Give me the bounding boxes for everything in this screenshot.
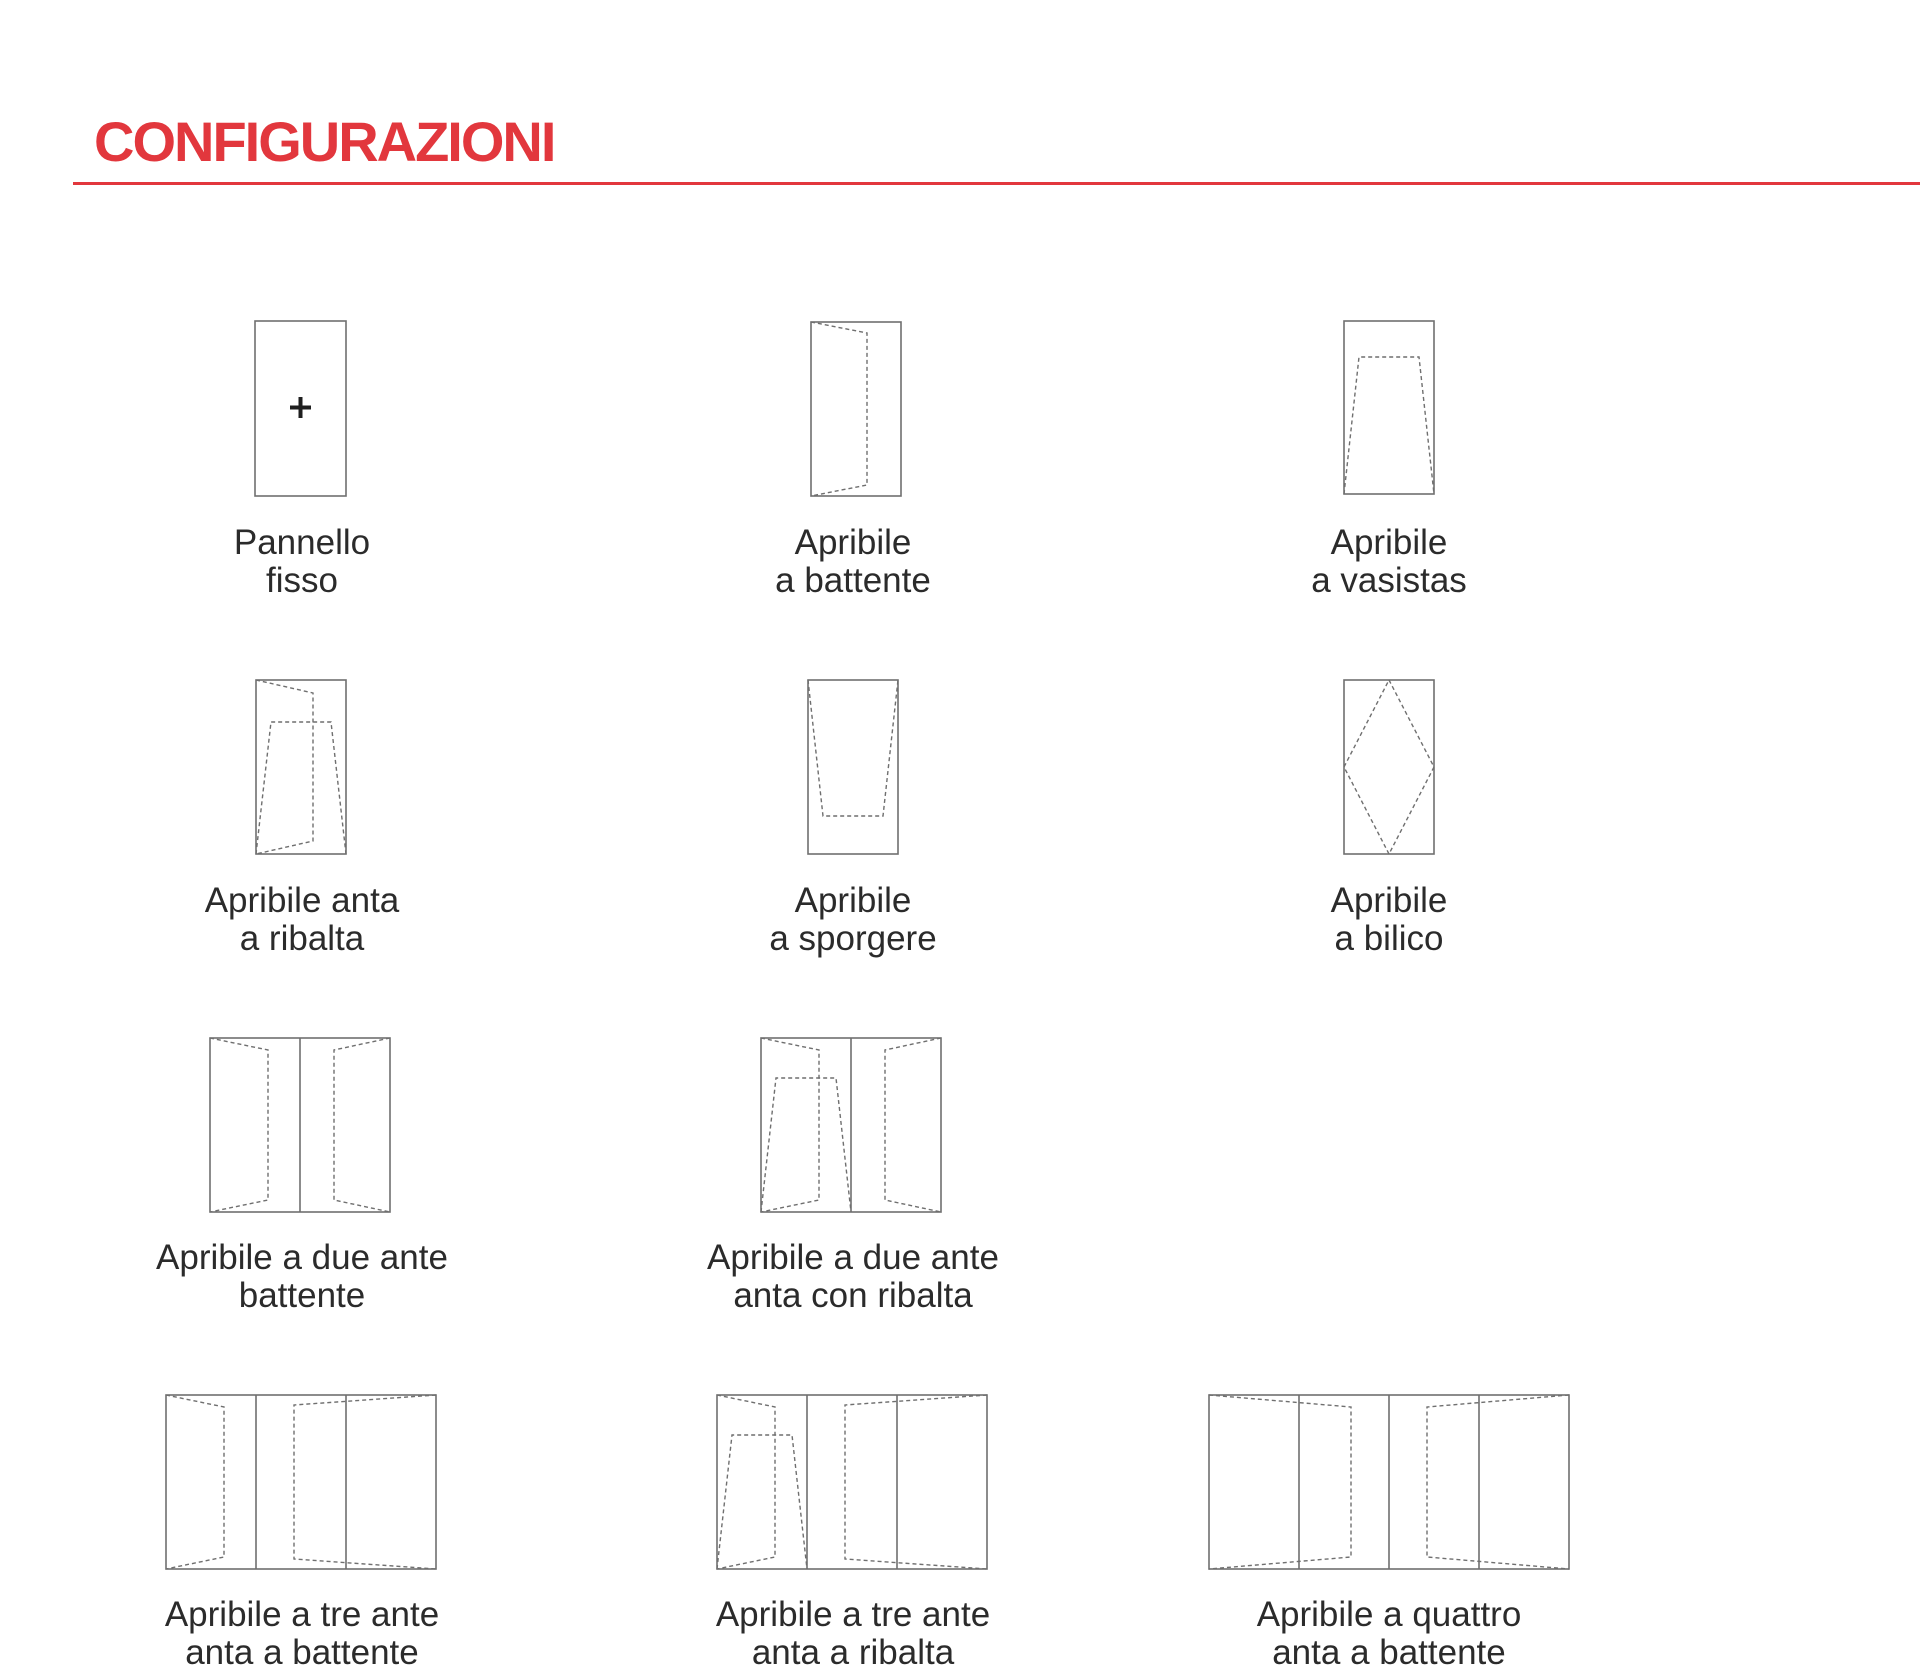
config-label: Apribile a tre ante anta a battente [164,1595,440,1672]
bottom-hung-window-icon [1169,318,1609,504]
config-label: Apribile a bilico [1330,881,1448,958]
config-label: Apribile a tre ante anta a ribalta [715,1595,991,1672]
config-label: Apribile a due ante anta con ribalta [707,1238,999,1315]
pivot-window-icon [1169,676,1609,862]
config-label: Apribile a vasistas [1311,523,1467,600]
tilt-turn-window-icon [82,676,522,862]
fixed-panel-icon [82,318,522,504]
double-casement-window-icon [82,1033,522,1219]
side-hung-window-icon [633,318,1073,504]
page-title: CONFIGURAZIONI [94,110,555,173]
top-hung-window-icon [633,676,1073,862]
config-label: Apribile a sporgere [769,881,937,958]
config-label: Apribile a quattro anta a battente [1256,1595,1522,1672]
double-tilt-turn-window-icon [633,1033,1073,1219]
config-label: Apribile anta a ribalta [204,881,400,958]
triple-casement-window-icon [82,1390,522,1576]
quadruple-casement-window-icon [1169,1390,1609,1576]
config-label: Pannello fisso [233,523,371,600]
triple-tilt-turn-window-icon [633,1390,1073,1576]
config-label: Apribile a battente [775,523,931,600]
config-label: Apribile a due ante battente [156,1238,448,1315]
